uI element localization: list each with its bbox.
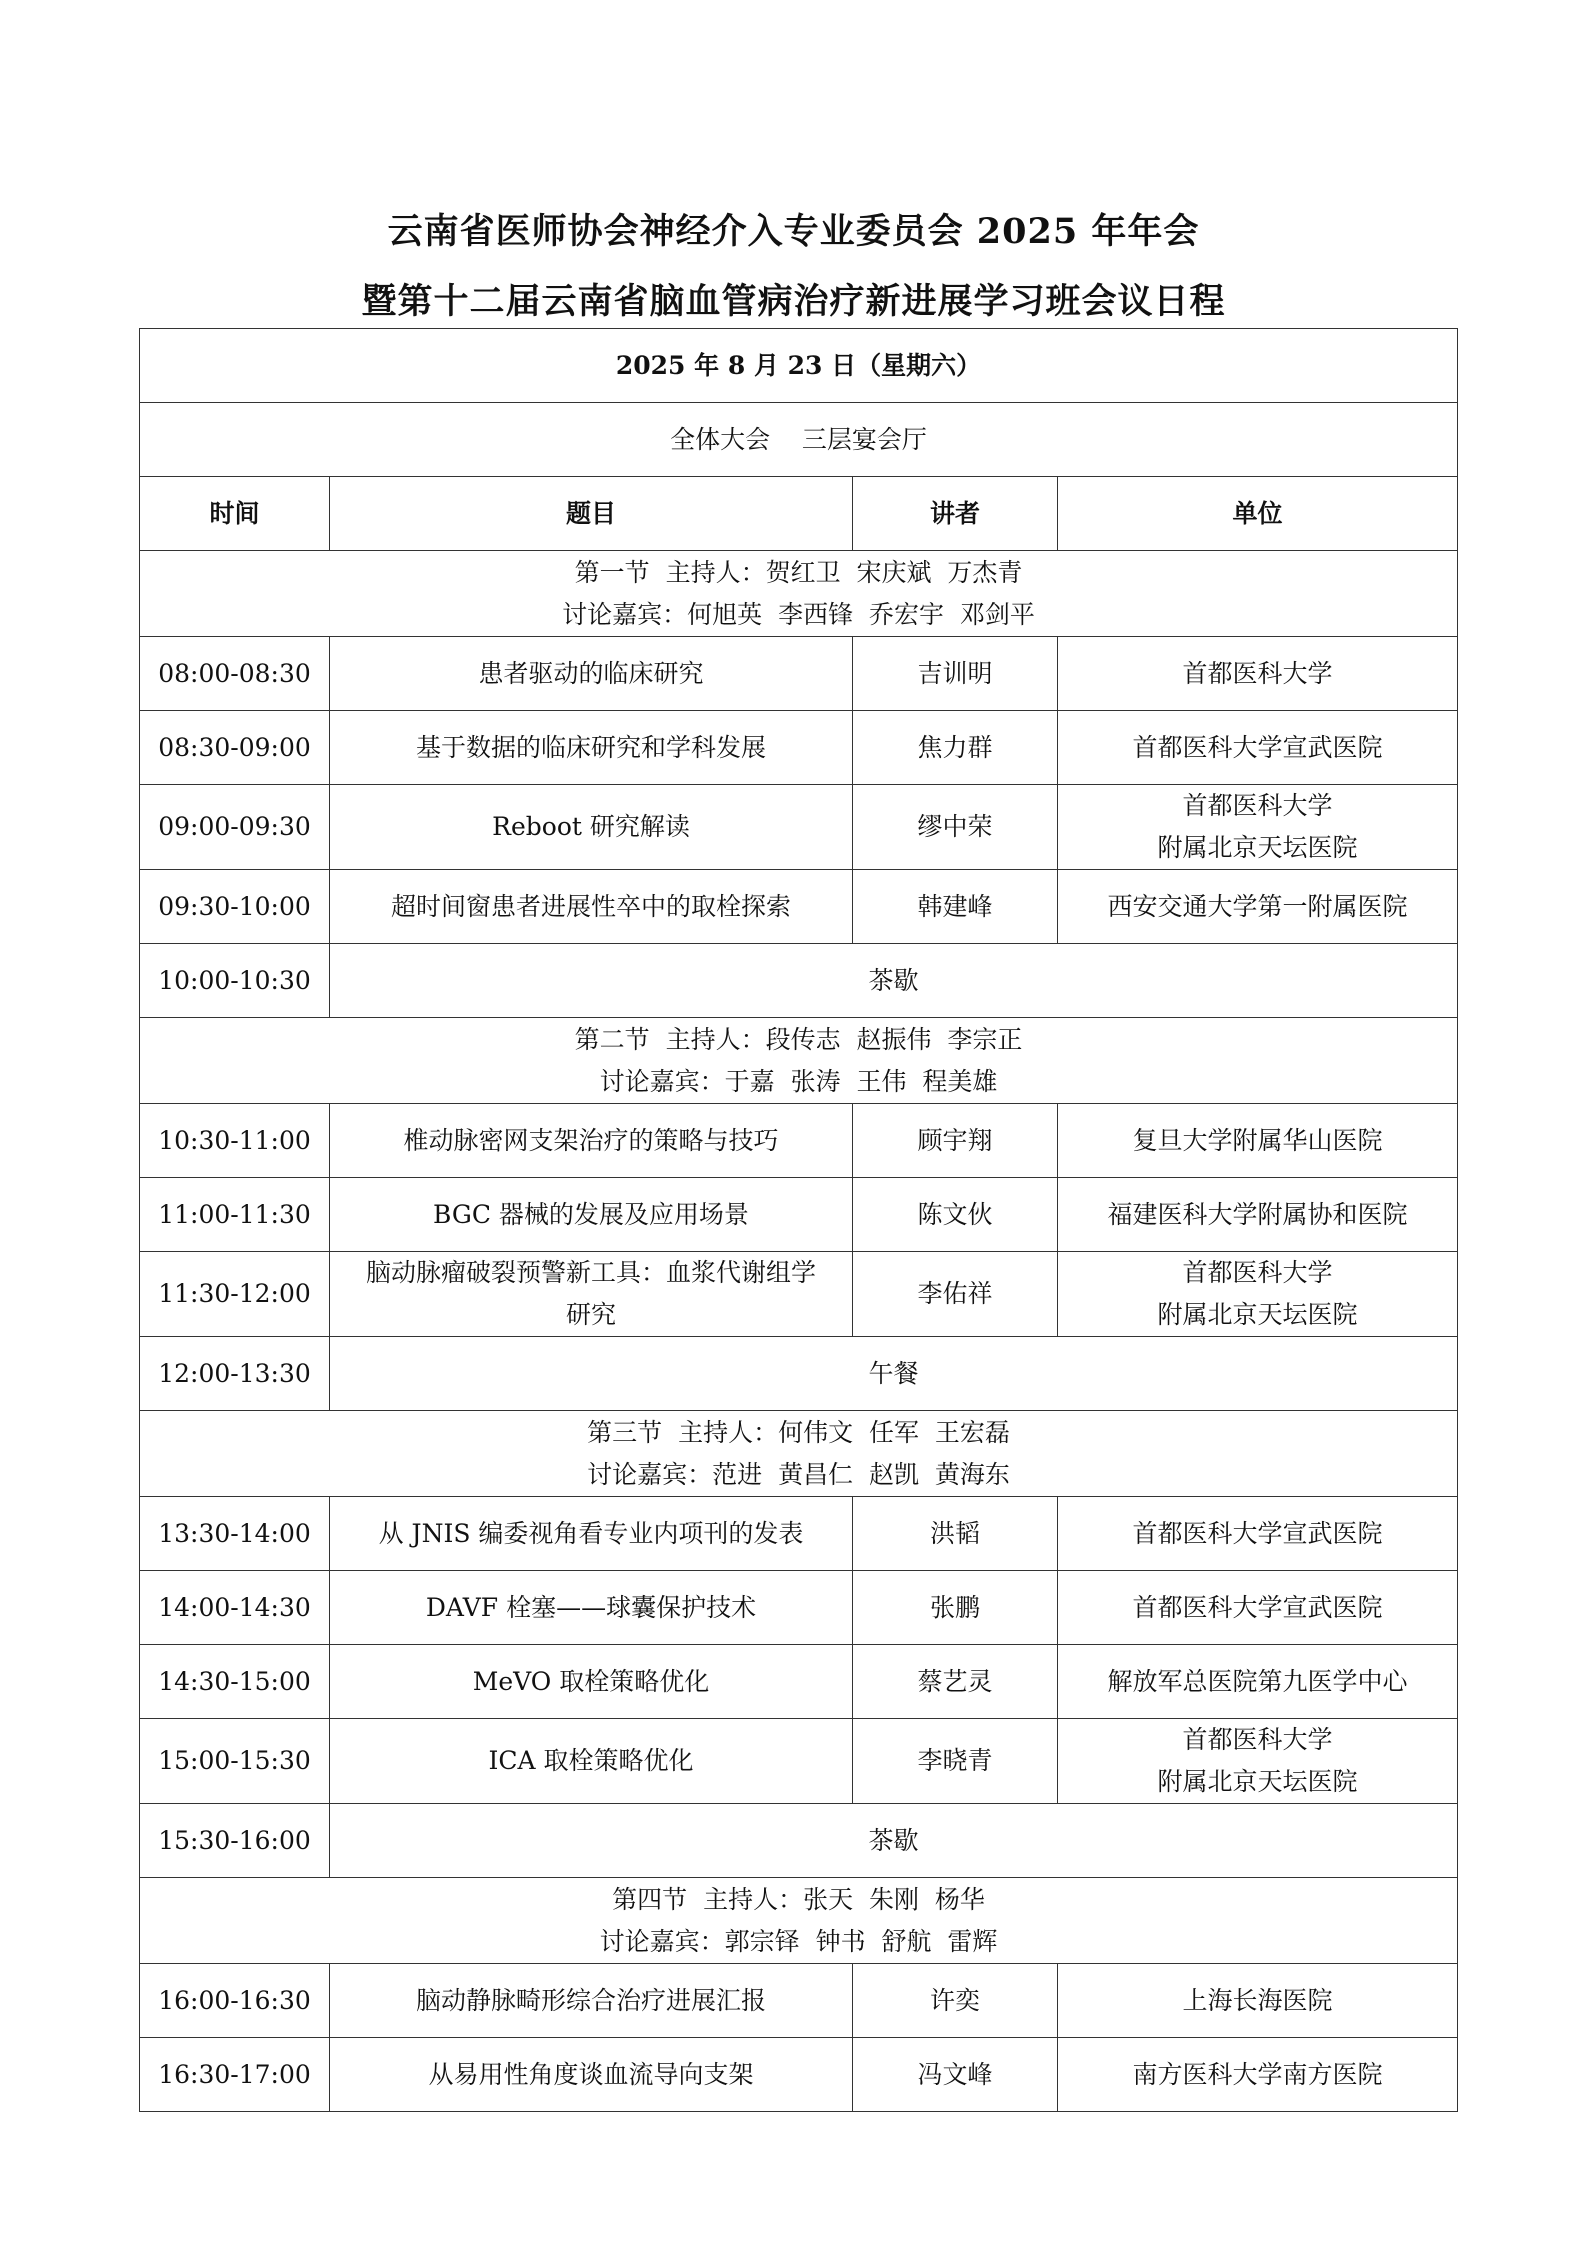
table-row — [140, 1719, 1458, 1804]
break-row — [140, 1337, 1458, 1411]
table-row — [140, 870, 1458, 944]
session-hosts: 第四节 主持人：张天 朱刚 杨华 — [612, 1884, 985, 1914]
session-hosts: 第三节 主持人：何伟文 任军 王宏磊 — [587, 1417, 1010, 1447]
header-speaker: 讲者 — [853, 477, 1058, 551]
talk-time: 15:00-15:30 — [140, 1719, 330, 1804]
talk-time: 10:30-11:00 — [140, 1104, 330, 1178]
talk-unit: 南方医科大学南方医院 — [1058, 2038, 1458, 2112]
talk-topic: 患者驱动的临床研究 — [330, 637, 853, 711]
talk-topic: 基于数据的临床研究和学科发展 — [330, 711, 853, 785]
talk-speaker: 蔡艺灵 — [853, 1645, 1058, 1719]
break-label: 茶歇 — [330, 1804, 1458, 1878]
talk-time: 09:30-10:00 — [140, 870, 330, 944]
talk-time: 09:00-09:30 — [140, 785, 330, 870]
schedule-date: 2025 年 8 月 23 日（星期六） — [140, 329, 1458, 403]
doc-title-line1: 云南省医师协会神经介入专业委员会 2025 年年会 — [387, 211, 1200, 252]
talk-time: 16:30-17:00 — [140, 2038, 330, 2112]
talk-time: 08:30-09:00 — [140, 711, 330, 785]
date-row — [140, 329, 1458, 403]
talk-unit: 解放军总医院第九医学中心 — [1058, 1645, 1458, 1719]
session-header-row — [140, 1018, 1458, 1104]
talk-unit: 上海长海医院 — [1058, 1964, 1458, 2038]
table-row — [140, 711, 1458, 785]
talk-unit-line1: 首都医科大学 — [1182, 1725, 1333, 1754]
table-row — [140, 1497, 1458, 1571]
talk-speaker: 张鹏 — [853, 1571, 1058, 1645]
talk-time: 14:00-14:30 — [140, 1571, 330, 1645]
schedule-table — [139, 328, 1458, 2112]
talk-topic: 从 JNIS 编委视角看专业内项刊的发表 — [330, 1497, 853, 1571]
talk-topic: BGC 器械的发展及应用场景 — [330, 1178, 853, 1252]
talk-time: 16:00-16:30 — [140, 1964, 330, 2038]
header-time: 时间 — [140, 477, 330, 551]
table-row — [140, 785, 1458, 870]
doc-title-line2: 暨第十二届云南省脑血管病治疗新进展学习班会议日程 — [361, 281, 1226, 322]
table-row — [140, 1645, 1458, 1719]
session-guests: 讨论嘉宾：郭宗铎 钟书 舒航 雷辉 — [599, 1926, 998, 1956]
header-topic: 题目 — [330, 477, 853, 551]
talk-topic: 超时间窗患者进展性卒中的取栓探索 — [330, 870, 853, 944]
table-row — [140, 1964, 1458, 2038]
session-header-row — [140, 1411, 1458, 1497]
break-row — [140, 944, 1458, 1018]
session-guests: 讨论嘉宾：范进 黄昌仁 赵凯 黄海东 — [587, 1459, 1010, 1489]
talk-speaker: 陈文伙 — [853, 1178, 1058, 1252]
talk-unit — [1058, 785, 1458, 870]
talk-topic-line2: 研究 — [565, 1300, 616, 1329]
table-row — [140, 637, 1458, 711]
talk-unit — [1058, 1252, 1458, 1337]
header-row — [140, 477, 1458, 551]
talk-topic-line1: 脑动脉瘤破裂预警新工具：血浆代谢组学 — [365, 1258, 816, 1287]
talk-unit-line1: 首都医科大学 — [1182, 791, 1333, 820]
talk-topic: DAVF 栓塞——球囊保护技术 — [330, 1571, 853, 1645]
talk-unit: 首都医科大学 — [1058, 637, 1458, 711]
talk-unit-line2: 附属北京天坛医院 — [1157, 1767, 1358, 1796]
talk-unit: 复旦大学附属华山医院 — [1058, 1104, 1458, 1178]
talk-topic: ICA 取栓策略优化 — [330, 1719, 853, 1804]
talk-topic: 脑动静脉畸形综合治疗进展汇报 — [330, 1964, 853, 2038]
talk-unit: 首都医科大学宣武医院 — [1058, 711, 1458, 785]
talk-topic: 椎动脉密网支架治疗的策略与技巧 — [330, 1104, 853, 1178]
break-label: 茶歇 — [330, 944, 1458, 1018]
break-time: 15:30-16:00 — [140, 1804, 330, 1878]
talk-unit-line2: 附属北京天坛医院 — [1157, 833, 1358, 862]
talk-time: 11:30-12:00 — [140, 1252, 330, 1337]
talk-speaker: 焦力群 — [853, 711, 1058, 785]
talk-topic: 从易用性角度谈血流导向支架 — [330, 2038, 853, 2112]
session-info — [140, 551, 1458, 637]
talk-speaker: 李晓青 — [853, 1719, 1058, 1804]
table-row — [140, 1178, 1458, 1252]
session-info — [140, 1878, 1458, 1964]
talk-speaker: 缪中荣 — [853, 785, 1058, 870]
session-hosts: 第二节 主持人：段传志 赵振伟 李宗正 — [574, 1024, 1023, 1054]
talk-unit-line1: 首都医科大学 — [1182, 1258, 1333, 1287]
session-guests: 讨论嘉宾：何旭英 李西锋 乔宏宇 邓剑平 — [562, 599, 1035, 629]
talk-time: 13:30-14:00 — [140, 1497, 330, 1571]
session-header-row — [140, 551, 1458, 637]
session-header-row — [140, 1878, 1458, 1964]
table-row — [140, 1571, 1458, 1645]
venue-row — [140, 403, 1458, 477]
break-time: 10:00-10:30 — [140, 944, 330, 1018]
break-time: 12:00-13:30 — [140, 1337, 330, 1411]
talk-unit-line2: 附属北京天坛医院 — [1157, 1300, 1358, 1329]
talk-topic: Reboot 研究解读 — [330, 785, 853, 870]
table-row — [140, 1252, 1458, 1337]
talk-unit: 首都医科大学宣武医院 — [1058, 1497, 1458, 1571]
talk-unit — [1058, 1719, 1458, 1804]
session-info — [140, 1411, 1458, 1497]
session-hosts: 第一节 主持人：贺红卫 宋庆斌 万杰青 — [574, 557, 1023, 587]
talk-unit: 首都医科大学宣武医院 — [1058, 1571, 1458, 1645]
talk-speaker: 冯文峰 — [853, 2038, 1058, 2112]
talk-topic: MeVO 取栓策略优化 — [330, 1645, 853, 1719]
session-info — [140, 1018, 1458, 1104]
break-label: 午餐 — [330, 1337, 1458, 1411]
session-guests: 讨论嘉宾：于嘉 张涛 王伟 程美雄 — [599, 1066, 998, 1096]
talk-time: 14:30-15:00 — [140, 1645, 330, 1719]
talk-unit: 西安交通大学第一附属医院 — [1058, 870, 1458, 944]
talk-time: 08:00-08:30 — [140, 637, 330, 711]
talk-unit: 福建医科大学附属协和医院 — [1058, 1178, 1458, 1252]
table-row — [140, 1104, 1458, 1178]
break-row — [140, 1804, 1458, 1878]
talk-time: 11:00-11:30 — [140, 1178, 330, 1252]
talk-speaker: 李佑祥 — [853, 1252, 1058, 1337]
table-row — [140, 2038, 1458, 2112]
schedule-venue: 全体大会 三层宴会厅 — [140, 403, 1458, 477]
talk-topic — [330, 1252, 853, 1337]
talk-speaker: 吉训明 — [853, 637, 1058, 711]
talk-speaker: 洪韬 — [853, 1497, 1058, 1571]
talk-speaker: 顾宇翔 — [853, 1104, 1058, 1178]
header-unit: 单位 — [1058, 477, 1458, 551]
talk-speaker: 许奕 — [853, 1964, 1058, 2038]
talk-speaker: 韩建峰 — [853, 870, 1058, 944]
